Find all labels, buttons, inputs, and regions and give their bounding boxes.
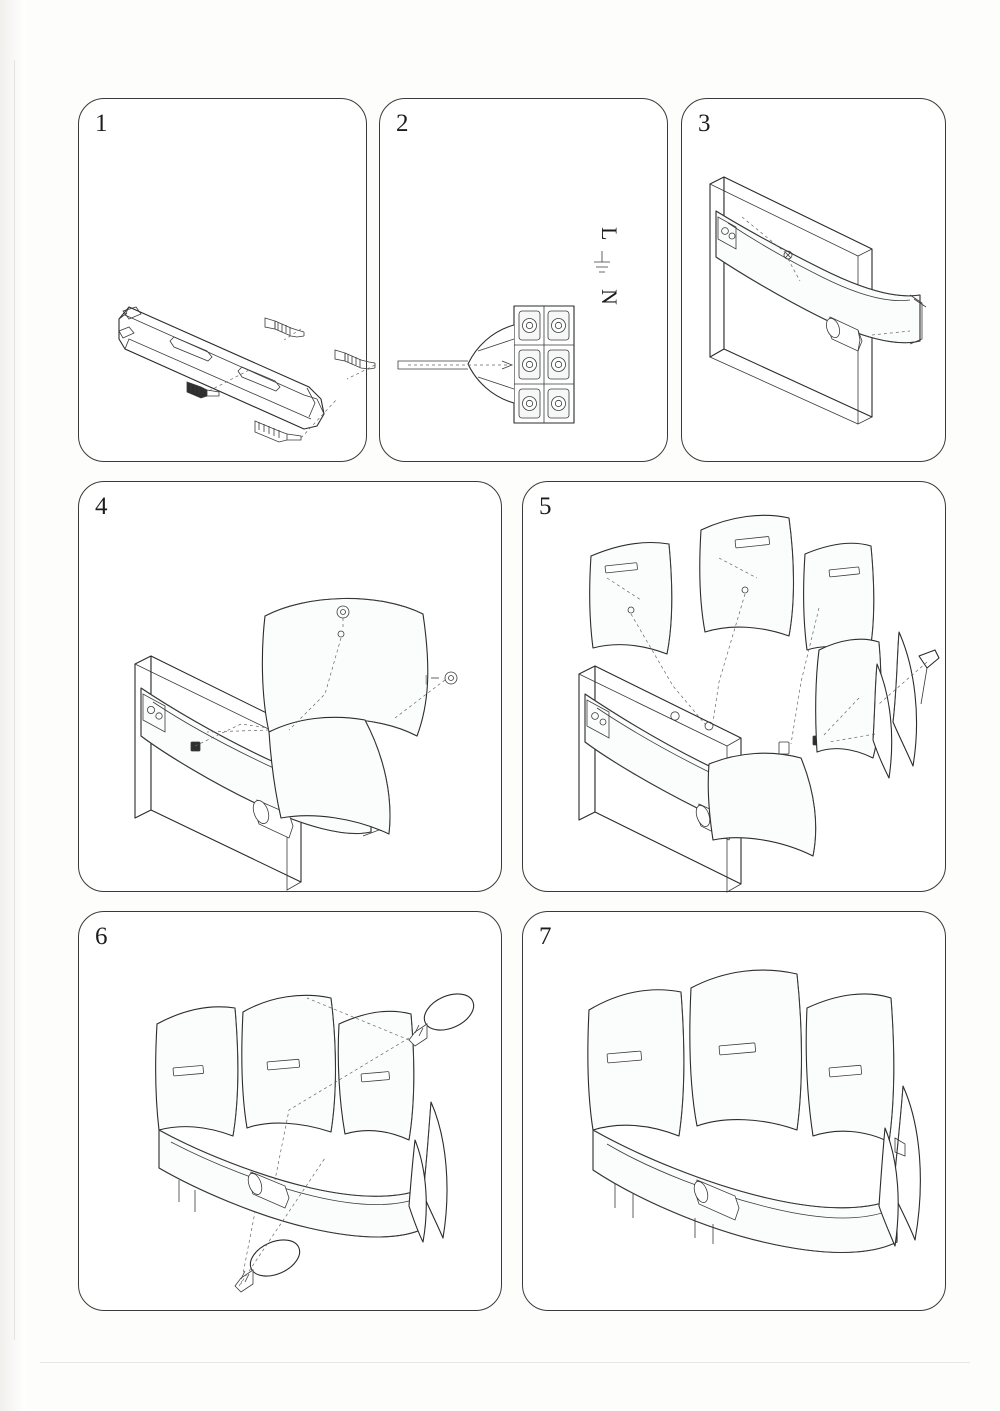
glass-panel-lower-right [816,639,881,758]
shade-screw [425,672,457,685]
side-trim-inner [873,664,892,778]
step-4-illustration [79,482,501,891]
bulb-upper [409,987,479,1046]
step-number-1: 1 [95,110,108,137]
label-live: L [597,227,622,241]
step-panel-3 [681,98,946,462]
side-trim-outer [893,632,917,766]
screw-set-upper [265,318,304,337]
step-number-4: 4 [95,493,108,520]
step-panel-4 [78,481,502,892]
step-panel-2 [379,98,668,462]
terminal-block [514,306,574,423]
terminal-labels [594,227,622,305]
cone-trim [919,650,939,704]
screw-set-middle [335,350,375,369]
step-panel-7 [522,911,946,1311]
bracket-bar [119,307,324,429]
step-number-3: 3 [698,110,711,137]
step-number-6: 6 [95,923,108,950]
step-6-illustration [79,912,501,1310]
glass-panel-left [590,543,672,655]
step-7-illustration [523,912,945,1310]
step-3-illustration [682,99,945,461]
screw-tick-label: | [425,673,428,685]
scan-line-artifact [14,60,15,1340]
step-panel-6 [78,911,502,1311]
step-5-illustration [523,482,945,891]
glass-panel-middle [700,515,794,636]
step-number-5: 5 [539,493,552,520]
rear-glass-shade [262,598,427,834]
step-number-2: 2 [396,110,409,137]
label-neutral: N [597,289,622,305]
step-1-illustration [79,99,366,461]
bulb-lower [235,1233,305,1292]
scan-bottom-line-artifact [40,1362,970,1363]
step-number-7: 7 [539,923,552,950]
step-panel-5 [522,481,946,892]
completed-lamp [588,970,921,1252]
earth-icon [594,251,610,272]
step-2-illustration [380,99,667,461]
step-panel-1 [78,98,367,462]
lamp-assembly [156,995,447,1242]
scan-edge-artifact [0,0,26,1411]
mains-cable [398,325,514,403]
